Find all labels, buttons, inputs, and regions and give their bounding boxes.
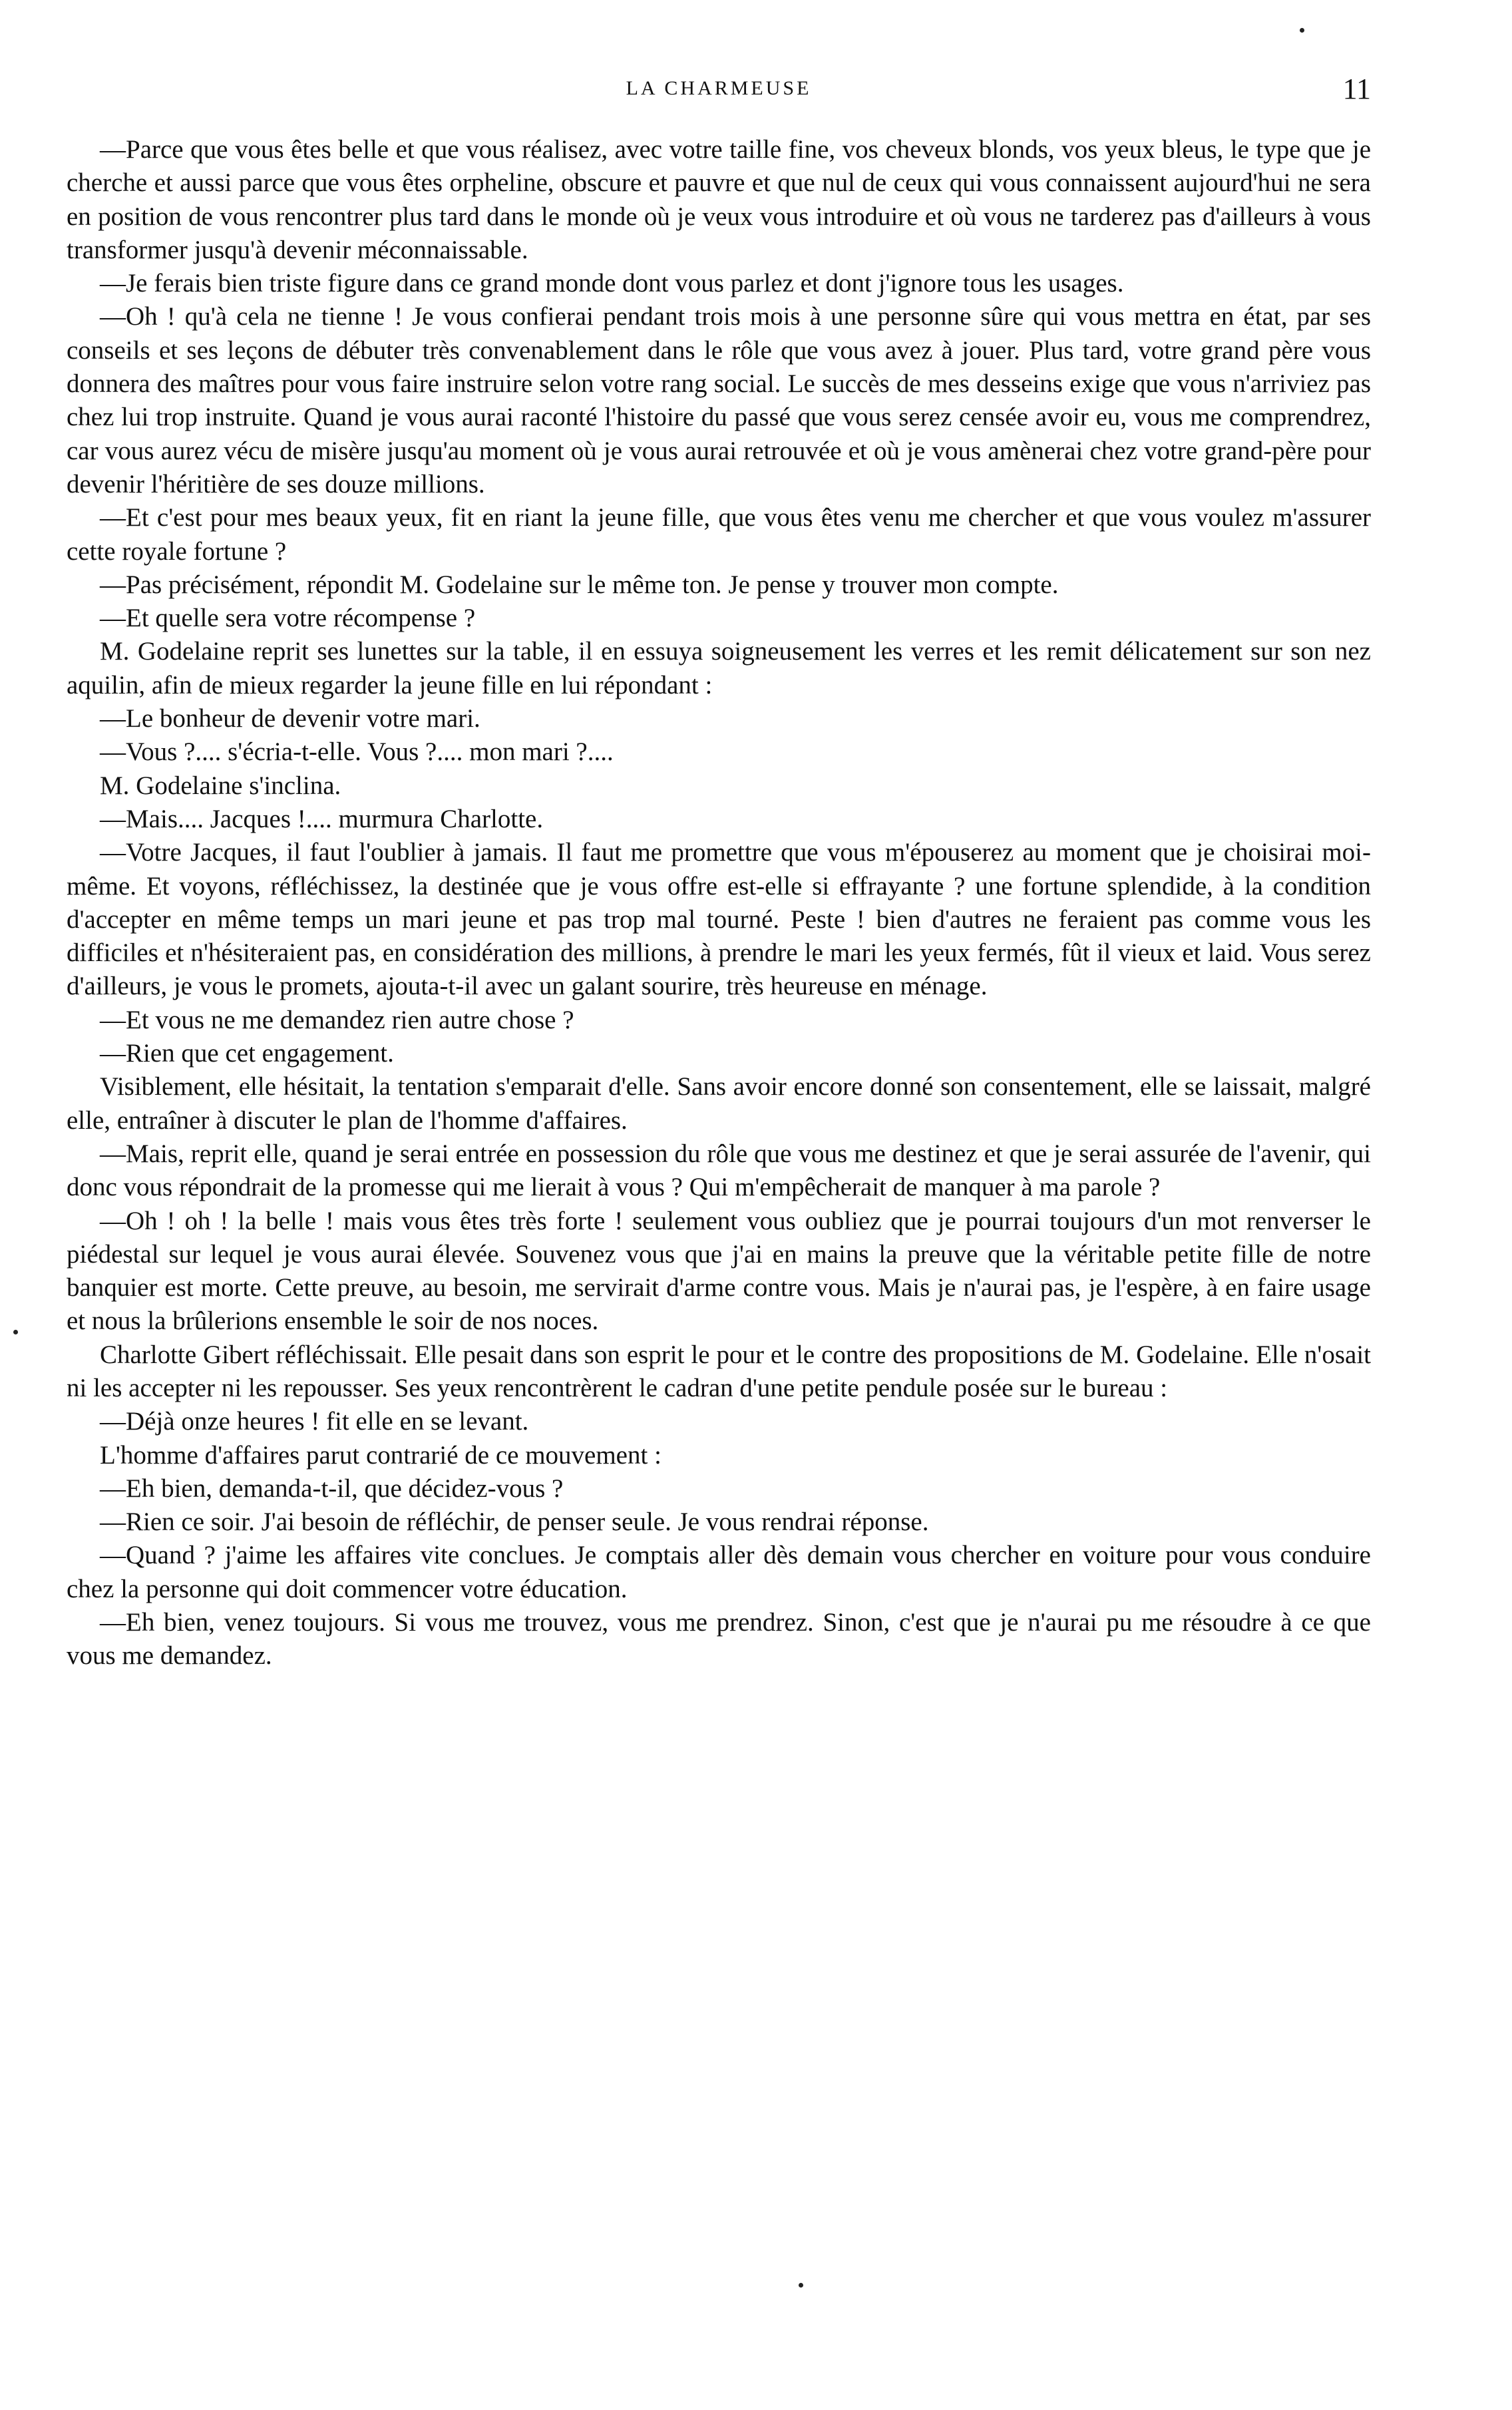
paragraph: —Eh bien, demanda-t-il, que décidez-vous ? xyxy=(100,1474,564,1503)
paragraph: —Rien que cet engagement. xyxy=(100,1039,394,1068)
paragraph: —Mais, reprit elle, quand je serai entrée en possession du rôle que vous me destinez et que je serai assurée de l'avenir, qui donc vous répondrait de la promesse qui me lierait à vous ? Qui m'empêcherait de manquer à ma parole ? xyxy=(67,1139,1371,1202)
paragraph: —Oh ! oh ! la belle ! mais vous êtes très forte ! seulement vous oubliez que je pourrai toujours d'un mot renverser le piédestal sur lequel je vous aurai élevée. Souvenez vous que j'ai en mains la preuve que la véritable petite fille de notre banquier est morte. Cette preuve, au besoin, me servirait d'arme contre vous. Mais je n'aurai pas, je l'espère, à en faire usage et nous la brûlerions ensemble le soir de nos noces. xyxy=(67,1206,1371,1336)
paragraph: —Quand ? j'aime les affaires vite conclues. Je comptais aller dès demain vous chercher en voiture pour vous conduire chez la personne qui doit commencer votre éducation. xyxy=(67,1541,1371,1603)
paragraph: —Eh bien, venez toujours. Si vous me trouvez, vous me prendrez. Sinon, c'est que je n'aurai pu me résoudre à ce que vous me demandez. xyxy=(67,1608,1371,1671)
paragraph: —Pas précisément, répondit M. Godelaine sur le même ton. Je pense y trouver mon compte. xyxy=(100,570,1059,599)
paragraph: M. Godelaine reprit ses lunettes sur la table, il en essuya soigneusement les verres et les remit délicatement sur son nez aquilin, afin de mieux regarder la jeune fille en lui répondant : xyxy=(67,637,1371,700)
print-speck xyxy=(1300,28,1304,33)
paragraph: —Parce que vous êtes belle et que vous réalisez, avec votre taille fine, vos cheveux blonds, vos yeux bleus, le type que je cherche et aussi parce que vous êtes orpheline, obscure et pauvre et que nul de ceux qui vous connaissent aujourd'hui ne sera en position de vous rencontrer plus tard dans le monde où je veux vous introduire et où vous ne tarderez pas d'ailleurs à vous transformer jusqu'à devenir méconnaissable. xyxy=(67,135,1371,264)
paragraph: M. Godelaine s'inclina. xyxy=(100,771,341,800)
text-body xyxy=(67,133,1371,1673)
paragraph: —Je ferais bien triste figure dans ce grand monde dont vous parlez et dont j'ignore tous les usages. xyxy=(100,269,1124,298)
paragraph: —Et quelle sera votre récompense ? xyxy=(100,604,476,633)
paragraph: —Et c'est pour mes beaux yeux, fit en riant la jeune fille, que vous êtes venu me chercher et que vous voulez m'assurer cette royale fortune ? xyxy=(67,503,1371,566)
paragraph: L'homme d'affaires parut contrarié de ce mouvement : xyxy=(100,1440,662,1470)
print-speck xyxy=(799,2283,803,2288)
running-head xyxy=(67,72,1371,112)
print-speck xyxy=(13,1330,18,1334)
paragraph: —Le bonheur de devenir votre mari. xyxy=(100,704,480,733)
paragraph: —Déjà onze heures ! fit elle en se levant. xyxy=(100,1407,529,1436)
paragraph: —Mais.... Jacques !.... murmura Charlotte. xyxy=(100,804,544,833)
paragraph: Visiblement, elle hésitait, la tentation s'emparait d'elle. Sans avoir encore donné son consentement, elle se laissait, malgré elle, entraîner à discuter le plan de l'homme d'affaires. xyxy=(67,1072,1371,1135)
running-title: LA CHARMEUSE xyxy=(626,77,812,99)
paragraph: —Oh ! qu'à cela ne tienne ! Je vous confierai pendant trois mois à une personne sûre qui vous mettra en état, par ses conseils et ses leçons de débuter très convenablement dans le rôle que vous avez à jouer. Plus tard, votre grand père vous donnera des maîtres pour vous faire instruire selon votre rang social. Le succès de mes desseins exige que vous n'arriviez pas chez lui trop instruite. Quand je vous aurai raconté l'histoire du passé que vous serez censée avoir eu, vous me comprendrez, car vous aurez vécu de misère jusqu'au moment où je vous aurai retrouvée et où je vous amènerai chez votre grand-père pour devenir l'héritière de ses douze millions. xyxy=(67,302,1371,499)
paragraph: —Votre Jacques, il faut l'oublier à jamais. Il faut me promettre que vous m'épouserez au moment que je choisirai moi-même. Et voyons, réfléchissez, la destinée que je vous offre est-elle si effrayante ? une fortune splendide, à la condition d'accepter en même temps un mari jeune et pas trop mal tourné. Peste ! bien d'autres ne feraient pas comme vous les difficiles et n'hésiteraient pas, en considération des millions, à prendre le mari les yeux fermés, fût il vieux et laid. Vous serez d'ailleurs, je vous le promets, ajouta-t-il avec un galant sourire, très heureuse en ménage. xyxy=(67,838,1371,1001)
page-number: 11 xyxy=(1342,73,1371,105)
paragraph: —Et vous ne me demandez rien autre chose ? xyxy=(100,1005,574,1034)
paragraph: —Rien ce soir. J'ai besoin de réfléchir, de penser seule. Je vous rendrai réponse. xyxy=(100,1507,929,1537)
paragraph: —Vous ?.... s'écria-t-elle. Vous ?.... mon mari ?.... xyxy=(100,737,614,767)
paragraph: Charlotte Gibert réfléchissait. Elle pesait dans son esprit le pour et le contre des propositions de M. Godelaine. Elle n'osait ni les accepter ni les repousser. Ses yeux rencontrèrent le cadran d'une petite pendule posée sur le bureau : xyxy=(67,1340,1371,1402)
